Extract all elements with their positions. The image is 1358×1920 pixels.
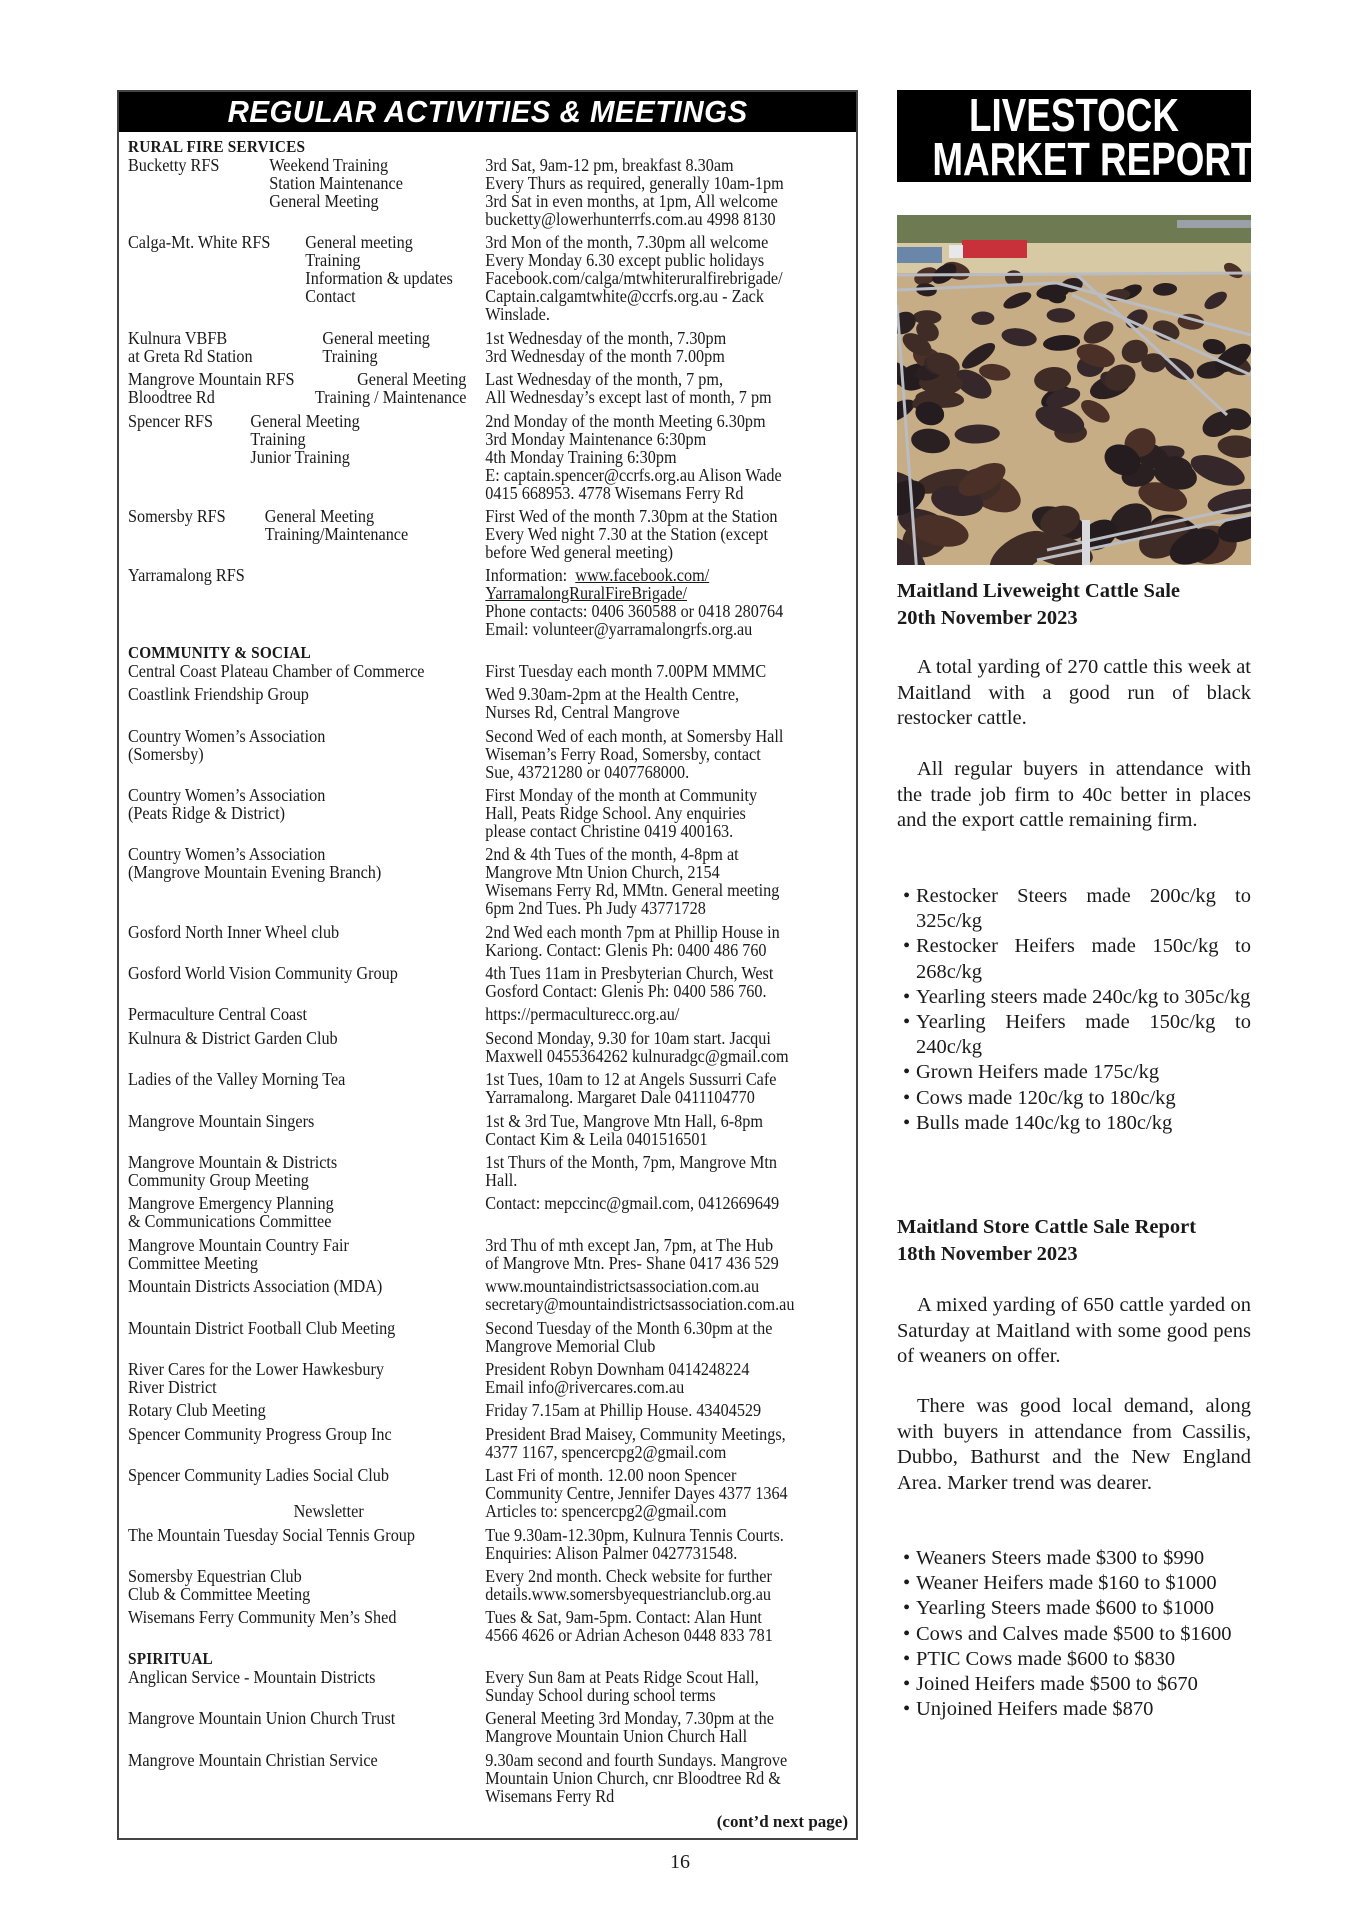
details-line: General Meeting 3rd Monday, 7.30pm at the [485,1708,774,1729]
organisation-line: Coastlink Friendship Group [128,684,309,705]
organisation-name [128,845,381,881]
facebook-link[interactable]: YarramalongRuralFireBrigade/ [485,583,688,604]
activity-entry [128,964,857,1000]
organisation-line: Spencer Community Ladies Social Club [128,1465,389,1486]
facebook-link[interactable]: www.facebook.com/ [575,565,710,586]
meeting-details [485,566,857,638]
organisation-name [128,1401,266,1419]
activity-entry [128,1070,857,1106]
headline-line: Maitland Liveweight Cattle Sale [897,580,1180,602]
organisation-line: Mangrove Mountain RFS [128,369,295,390]
organisation-name [128,1360,384,1396]
price-item: • Weaner Heifers made $160 to $1000 [897,1571,1251,1596]
organisation-name [128,1277,382,1295]
organisation-name [128,1070,345,1088]
details-line: Mangrove Mtn Union Church, 2154 [485,862,720,883]
meeting-details [485,1005,857,1023]
meeting-details [485,370,857,406]
livestock-title-line: MARKET REPORT [932,133,1254,185]
organisation-line: Committee Meeting [128,1252,259,1273]
organisation-name [128,1608,396,1626]
activities-title-bar [119,92,856,132]
details-line: bucketty@lowerhunterrfs.com.au 4998 8130 [485,209,776,229]
activity-entry [128,1668,857,1704]
organisation-name [128,1567,310,1603]
details-line: All Wednesday’s except last of month, 7 pm [485,387,772,408]
continued-note: (cont’d next page) [716,1812,848,1831]
price-item: • PTIC Cows made $600 to $830 [897,1647,1251,1672]
meeting-type-line [294,1466,364,1484]
headline-line: 20th November 2023 [897,607,1078,629]
details-line: 4th Tues 11am in Presbyterian Church, West [485,963,774,984]
organisation-line: Ladies of the Valley Morning Tea [128,1069,346,1090]
organisation-name [128,786,325,822]
details-line: Wisemans Ferry Rd [485,1785,615,1806]
activity-entry [128,233,857,323]
meeting-details [485,662,857,680]
organisation-line: Mangrove Emergency Planning [128,1193,334,1214]
details-line: 1st Wednesday of the month, 7.30pm [485,327,727,348]
organisation-line: Bloodtree Rd [128,387,215,408]
organisation-line: Mangrove Mountain Country Fair [128,1234,349,1255]
meeting-type-line: Station Maintenance [269,173,403,193]
details-line: Mangrove Mountain Union Church Hall [485,1726,748,1747]
meeting-type-line [294,1484,364,1502]
meeting-details [485,1567,857,1603]
price-item: • Yearling Steers made $600 to $1000 [897,1596,1251,1621]
details-line: First Monday of the month at Community [485,784,758,805]
details-line: https://permaculturecc.org.au/ [485,1004,680,1025]
livestock-title-line: LIVESTOCK [969,89,1179,141]
organisation-line: Mangrove Mountain Christian Service [128,1749,378,1770]
details-line: 3rd Mon of the month, 7.30pm all welcome [485,232,769,253]
organisation-name [128,1236,349,1272]
activity-entry [128,1526,857,1562]
details-line: Yarramalong. Margaret Dale 0411104770 [485,1087,755,1108]
section-heading: SPIRITUAL [128,1648,213,1668]
activity-entry [128,1277,857,1313]
price-list [897,1546,1251,1722]
organisation-line: Spencer RFS [128,410,214,431]
meeting-type [315,370,466,406]
organisation-name [128,727,325,763]
regular-activities-box [117,90,858,1840]
activity-entry [128,1567,857,1603]
activity-entry [128,1194,857,1230]
organisation-line: Spencer Community Progress Group Inc [128,1423,392,1444]
organisation-line: Central Coast Plateau Chamber of Commerce [128,660,425,681]
price-item: • Restocker Heifers made 150c/kg to 268c/kg [897,934,1251,984]
meeting-type [265,507,408,543]
activity-entry [128,1005,857,1023]
meeting-type-line: Weekend Training [269,155,389,175]
details-line: Community Centre, Jennifer Dayes 4377 1364 [485,1483,788,1504]
meeting-details [485,1153,857,1189]
meeting-type-line: Information & updates [305,268,453,289]
details-line: Contact Kim & Leila 0401516501 [485,1128,708,1149]
organisation-name [128,1112,314,1130]
details-line: 3rd Sat, 9am-12 pm, breakfast 8.30am [485,155,734,175]
details-line: 4566 4626 or Adrian Acheson 0448 833 781 [485,1625,773,1646]
meeting-details [485,1360,857,1396]
meeting-type-line: General Meeting [264,505,375,526]
price-item: • Unjoined Heifers made $870 [897,1697,1251,1722]
details-line: Winslade. [485,304,550,325]
activity-entry [128,1466,857,1520]
activity-entry [128,1425,857,1461]
meeting-type-line: General meeting [305,232,413,253]
details-line: Wiseman’s Ferry Road, Somersby, contact [485,743,761,764]
details-line: Last Fri of month. 12.00 noon Spencer [485,1465,737,1486]
organisation-line: Anglican Service - Mountain Districts [128,1666,376,1687]
details-line: Phone contacts: 0406 360588 or 0418 280764 [485,601,784,622]
organisation-line: Club & Committee Meeting [128,1583,311,1604]
meeting-details [485,727,857,781]
organisation-name [128,685,309,703]
meeting-type-line: Training/Maintenance [264,523,409,544]
details-line: Mangrove Memorial Club [485,1335,656,1356]
organisation-line: Gosford World Vision Community Group [128,963,398,984]
livestock-title [897,89,1254,185]
details-line: First Wed of the month 7.30pm at the Station [485,505,778,526]
details-line: Articles to: spencercpg2@gmail.com [485,1501,727,1522]
details-line: before Wed general meeting) [485,541,674,562]
meeting-details [485,412,857,502]
report-paragraph: A mixed yarding of 650 cattle yarded on Saturday at Maitland with some good pens of weaners on offer. [897,1294,1251,1367]
organisation-name [128,1153,337,1189]
price-item: • Joined Heifers made $500 to $670 [897,1672,1251,1697]
details-line: Maxwell 0455364262 kulnuradgc@gmail.com [485,1045,789,1066]
details-line: 1st Tues, 10am to 12 at Angels Sussurri Cafe [485,1069,777,1090]
details-line: www.mountaindistrictsassociation.com.au [485,1276,760,1297]
organisation-line: Somersby RFS [128,505,226,526]
organisation-line: Bucketty RFS [128,155,220,175]
activity-entry [128,786,857,840]
organisation-line: The Mountain Tuesday Social Tennis Group [128,1524,416,1545]
activity-entry [128,845,857,917]
organisation-line: Calga-Mt. White RFS [128,232,271,253]
details-line: Hall. [485,1170,518,1191]
activity-entry [128,507,857,561]
details-line: First Tuesday each month 7.00PM MMMC [485,660,767,681]
price-item: • Bulls made 140c/kg to 180c/kg [897,1111,1251,1136]
details-line: 4th Monday Training 6:30pm [485,446,677,467]
details-line: Sue, 43721280 or 0407768000. [485,761,690,782]
activity-entry [128,1319,857,1355]
report-paragraph: A total yarding of 270 cattle this week at Maitland with a good run of black restocker cattle. [897,656,1251,729]
meeting-type-line: General Meeting [357,369,467,390]
price-item: • Grown Heifers made 175c/kg [897,1060,1251,1085]
organisation-name [128,566,245,584]
meeting-details [485,1236,857,1272]
organisation-line: Kulnura & District Garden Club [128,1027,338,1048]
cattle-yard-photo [897,215,1251,565]
details-line: 3rd Sat in even months, at 1pm, All welcome [485,191,778,211]
activity-entry [128,370,857,406]
price-item: • Weaners Steers made $300 to $990 [897,1546,1251,1571]
organisation-name [128,1668,375,1686]
organisation-line: Rotary Club Meeting [128,1400,266,1421]
activity-entry [128,412,857,502]
meeting-type-line: Training [250,428,306,449]
meeting-details [485,233,857,323]
meeting-type-line: Newsletter [293,1501,364,1522]
meeting-type-line: Training [322,345,378,366]
organisation-name [128,964,398,982]
details-line: of Mangrove Mtn. Pres- Shane 0417 436 529 [485,1252,779,1273]
meeting-details [485,329,857,365]
meeting-details [485,1425,857,1461]
details-line: Email info@rivercares.com.au [485,1376,685,1397]
organisation-name [128,329,253,365]
headline-line: 18th November 2023 [897,1243,1078,1265]
organisation-line: Yarramalong RFS [128,565,245,586]
details-line: E: captain.spencer@ccrfs.org.au Alison Wade [485,464,782,485]
activity-entry [128,1029,857,1065]
activities-title: REGULAR ACTIVITIES & MEETINGS [227,94,748,129]
meeting-type-line: General meeting [322,327,430,348]
meeting-details [485,1277,857,1313]
organisation-name [128,507,226,525]
activity-entry [128,923,857,959]
details-line: Enquiries: Alison Palmer 0427731548. [485,1542,738,1563]
details-line: President Robyn Downham 0414248224 [485,1358,750,1379]
organisation-name [128,233,270,251]
details-line-with-link [485,566,857,584]
details-line: 3rd Thu of mth except Jan, 7pm, at The Hub [485,1234,774,1255]
organisation-line: (Mangrove Mountain Evening Branch) [128,862,382,883]
report-paragraph: All regular buyers in attendance with the trade job firm to 40c better in places and the export cattle remaining firm. [897,758,1251,831]
details-line: President Brad Maisey, Community Meetings, [485,1423,786,1444]
page-number: 16 [670,1851,690,1873]
organisation-line: Country Women’s Association [128,725,326,746]
organisation-name [128,1751,378,1769]
details-line: Contact: mepccinc@gmail.com, 0412669649 [485,1193,780,1214]
meeting-details [485,1194,857,1212]
details-line: Wisemans Ferry Rd, MMtn. General meeting [485,880,780,901]
details-line: Second Tuesday of the Month 6.30pm at the [485,1317,773,1338]
organisation-line: & Communications Committee [128,1211,332,1232]
details-line: Every Thurs as required, generally 10am-1pm [485,173,784,193]
organisation-name [128,1194,334,1230]
details-line: 2nd & 4th Tues of the month, 4-8pm at [485,844,739,865]
organisation-name [128,1319,395,1337]
activity-entry [128,1153,857,1189]
meeting-details [485,1608,857,1644]
meeting-type [294,1466,364,1520]
details-line: Gosford Contact: Glenis Ph: 0400 586 760. [485,981,767,1002]
meeting-type-line: Junior Training [250,446,350,467]
details-line: Nurses Rd, Central Mangrove [485,702,680,723]
organisation-name [128,156,219,174]
meeting-details [485,1526,857,1562]
activity-entry [128,685,857,721]
details-line: Second Monday, 9.30 for 10am start. Jacqui [485,1027,771,1048]
meeting-details [485,1668,857,1704]
organisation-line: Mangrove Mountain & Districts [128,1152,338,1173]
organisation-line: Country Women’s Association [128,844,326,865]
details-line: Tues & Sat, 9am-5pm. Contact: Alan Hunt [485,1607,762,1628]
meeting-details [485,845,857,917]
activities-list [128,135,857,1810]
organisation-name [128,1005,307,1023]
activity-entry [128,1709,857,1745]
section-heading: RURAL FIRE SERVICES [128,137,306,156]
details-line: 2nd Wed each month 7pm at Phillip House in [485,921,780,942]
price-item: • Restocker Steers made 200c/kg to 325c/kg [897,884,1251,934]
details-line: secretary@mountaindistrictsassociation.com.au [485,1294,795,1315]
meeting-details [485,507,857,561]
section-heading: COMMUNITY & SOCIAL [128,642,311,662]
organisation-name [128,662,424,680]
details-line: Facebook.com/calga/mtwhiteruralfirebrigade/ [485,268,783,289]
details-line: Email: volunteer@yarramalongrfs.org.au [485,619,753,640]
meeting-details [485,1319,857,1355]
organisation-name [128,923,339,941]
details-line: 0415 668953. 4778 Wisemans Ferry Rd [485,482,744,503]
meeting-details [485,964,857,1000]
price-item: • Yearling Heifers made 150c/kg to 240c/kg [897,1010,1251,1060]
meeting-type [269,156,403,210]
organisation-name [128,1526,415,1544]
meeting-details [485,923,857,959]
price-item: • Yearling steers made 240c/kg to 305c/kg [897,985,1251,1010]
details-line-with-link [485,584,857,602]
meeting-details [485,786,857,840]
details-line: Every Monday 6.30 except public holidays [485,250,765,271]
details-line: Sunday School during school terms [485,1684,716,1705]
meeting-details [485,1709,857,1745]
details-line: Friday 7.15am at Phillip House. 43404529 [485,1400,762,1421]
organisation-name [128,1425,392,1443]
details-line: Captain.calgamtwhite@ccrfs.org.au - Zack [485,286,764,307]
details-line: 9.30am second and fourth Sundays. Mangrove [485,1749,788,1770]
organisation-line: Community Group Meeting [128,1170,309,1191]
activity-entry [128,1112,857,1148]
organisation-line: (Somersby) [128,743,204,764]
meeting-type-line: General Meeting [269,191,379,211]
organisation-line: Mangrove Mountain Singers [128,1110,315,1131]
details-line: Every 2nd month. Check website for further [485,1565,772,1586]
organisation-line: Permaculture Central Coast [128,1004,308,1025]
organisation-line: Mangrove Mountain Union Church Trust [128,1708,396,1729]
price-item: • Cows made 120c/kg to 180c/kg [897,1086,1251,1111]
activity-entry [128,1401,857,1419]
activity-entry [128,1236,857,1272]
organisation-line: Gosford North Inner Wheel club [128,921,340,942]
organisation-name [128,1709,395,1727]
headline-line: Maitland Store Cattle Sale Report [897,1216,1197,1238]
details-line: Kariong. Contact: Glenis Ph: 0400 486 760 [485,939,767,960]
meeting-details [485,1070,857,1106]
organisation-line: Somersby Equestrian Club [128,1565,302,1586]
report-paragraph: There was good local demand, along with buyers in attendance from Cassilis, Dubbo, Bathurst and the New England Area. Marker trend was dearer. [897,1395,1251,1494]
details-line: Last Wednesday of the month, 7 pm, [485,369,724,390]
details-line: Mountain Union Church, cnr Bloodtree Rd & [485,1767,781,1788]
activity-entry [128,329,857,365]
meeting-type-line: Training / Maintenance [314,387,467,408]
details-line: Every Wed night 7.30 at the Station (except [485,523,769,544]
meeting-type [250,412,359,466]
details-line: Wed 9.30am-2pm at the Health Centre, [485,684,740,705]
details-line: Hall, Peats Ridge School. Any enquiries [485,802,746,823]
organisation-line: Mountain Districts Association (MDA) [128,1276,383,1297]
organisation-line: Mountain District Football Club Meeting [128,1317,396,1338]
price-item: • Cows and Calves made $500 to $1600 [897,1622,1251,1647]
meeting-details [485,685,857,721]
organisation-name [128,412,213,430]
activity-entry [128,1608,857,1644]
meeting-details [485,1751,857,1805]
details-line: Second Wed of each month, at Somersby Hall [485,725,784,746]
organisation-line: River District [128,1376,217,1397]
organisation-line: River Cares for the Lower Hawkesbury [128,1358,384,1379]
activity-entry [128,156,857,228]
report-headline [897,1214,1251,1268]
report-headline [897,578,1251,632]
details-line: Every Sun 8am at Peats Ridge Scout Hall, [485,1666,759,1687]
activity-entry [128,566,857,638]
details-line: 4377 1167, spencercpg2@gmail.com [485,1441,727,1462]
activity-entry [128,1751,857,1805]
activity-entry [128,727,857,781]
price-list [897,884,1251,1136]
meeting-details [485,1466,857,1520]
details-line: details.www.somersbyequestrianclub.org.au [485,1583,771,1604]
meeting-details [485,1029,857,1065]
details-line: Tue 9.30am-12.30pm, Kulnura Tennis Courts. [485,1524,784,1545]
activity-entry [128,1360,857,1396]
details-line: 1st & 3rd Tue, Mangrove Mtn Hall, 6-8pm [485,1110,763,1131]
link-prefix: Information: [485,565,576,586]
organisation-line: Kulnura VBFB [128,327,228,348]
details-line: 6pm 2nd Tues. Ph Judy 43771728 [485,898,706,919]
meeting-type-line: Contact [305,286,356,307]
organisation-name [128,1029,338,1047]
meeting-details [485,1112,857,1148]
organisation-name [128,370,295,406]
meeting-details [485,1401,857,1419]
meeting-details [485,156,857,228]
details-line: 2nd Monday of the month Meeting 6.30pm [485,410,766,431]
details-line: please contact Christine 0419 400163. [485,820,734,841]
activity-entry [128,662,857,680]
organisation-line: at Greta Rd Station [128,345,253,366]
details-line: 1st Thurs of the Month, 7pm, Mangrove Mtn [485,1152,778,1173]
details-line: 3rd Monday Maintenance 6:30pm [485,428,707,449]
organisation-line: Wisemans Ferry Community Men’s Shed [128,1607,397,1628]
meeting-type-line: General Meeting [250,410,360,431]
meeting-type [305,233,453,305]
organisation-line: (Peats Ridge & District) [128,802,286,823]
meeting-type [322,329,430,365]
organisation-line: Country Women’s Association [128,784,326,805]
meeting-type-line: Training [305,250,361,271]
details-line: 3rd Wednesday of the month 7.00pm [485,345,725,366]
